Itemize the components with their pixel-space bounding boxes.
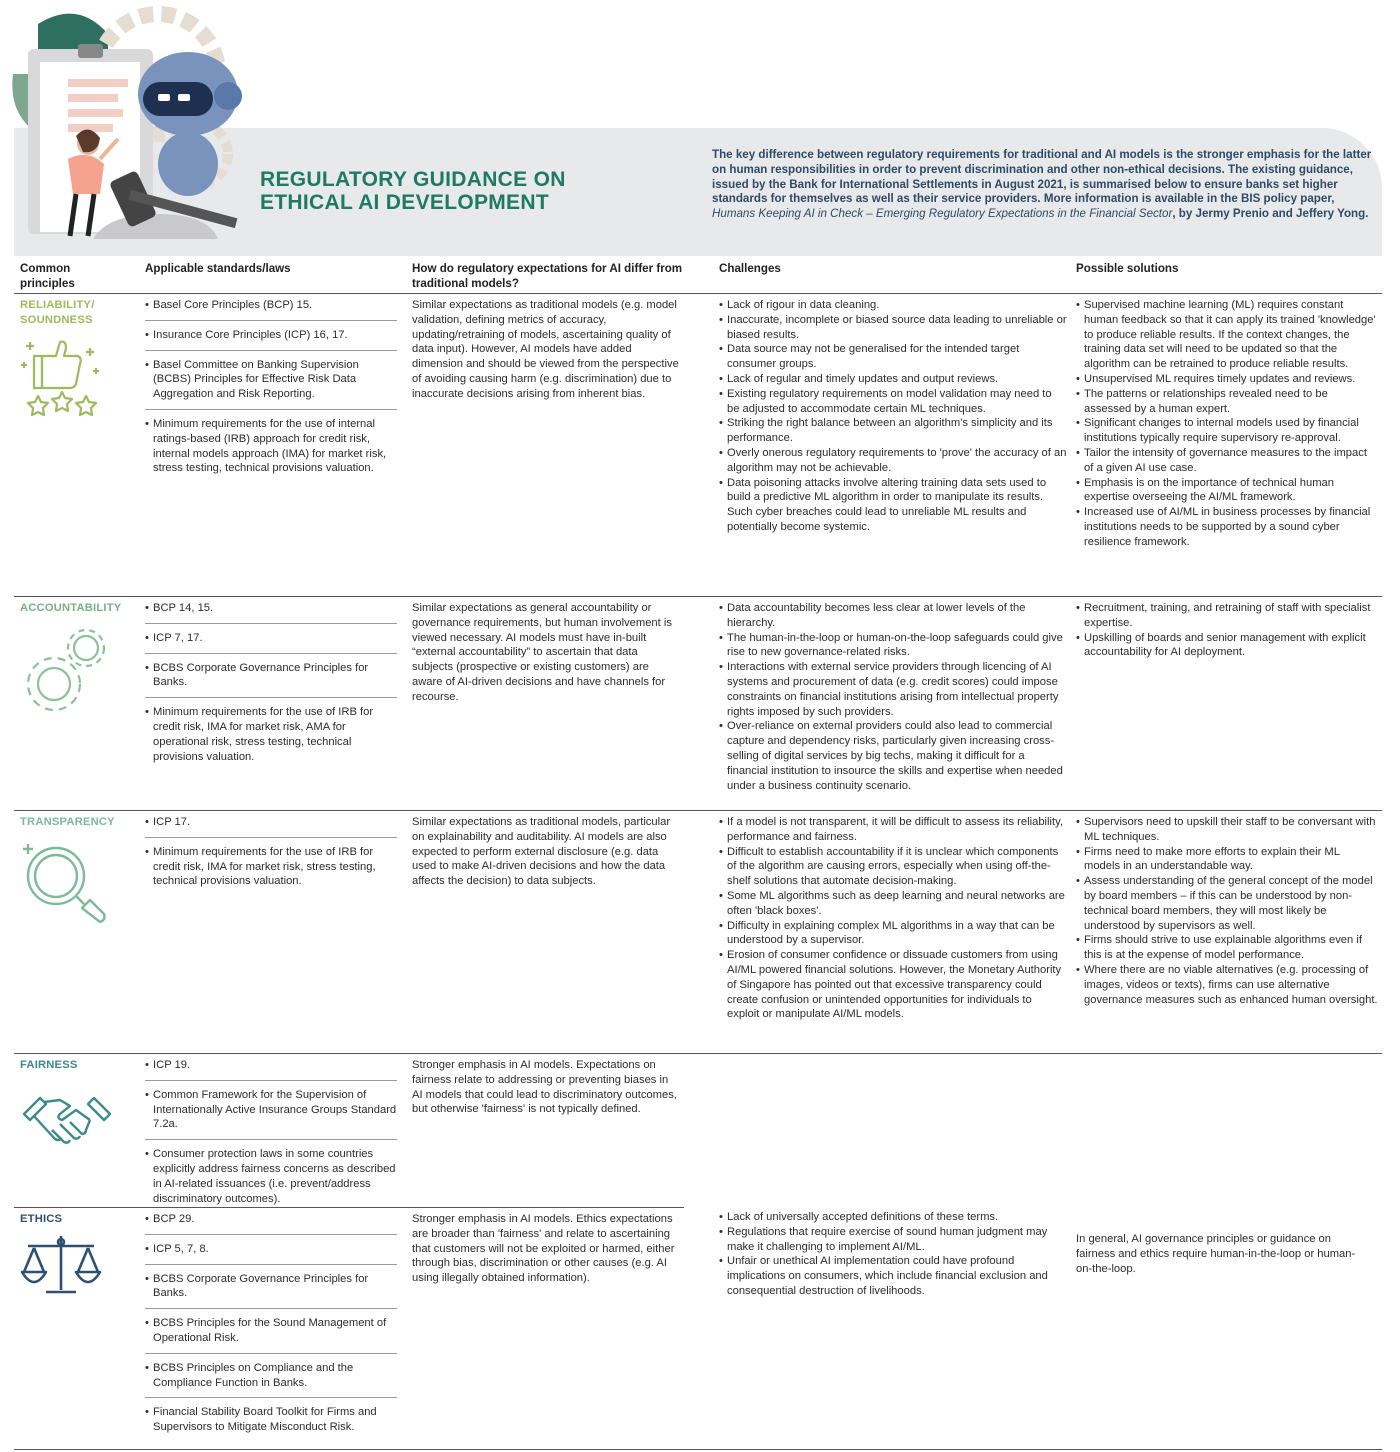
- principle-label-transparency: TRANSPARENCY: [20, 816, 115, 828]
- challenge-item: • Inaccurate, incomplete or biased source data leading to unreliable or biased results.: [719, 313, 1067, 343]
- intro-text: The key difference between regulatory requirements for traditional and AI models is the stronger emphasis for the latter on human responsibilities in order to prevent discrimination and other non-ethical decisions. The existing guidance, issued by the Bank for International Settlements in August 2021, is summarised below to ensure banks set higher standards for themselves as well as their service providers. More information is available in the BIS policy paper,: [712, 148, 1372, 206]
- solution-item: • Tailor the intensity of governance measures to the impact of a given AI use case.: [1076, 446, 1378, 476]
- challenge-item: • Data poisoning attacks involve altering training data sets used to build a predictive ML algorithm in order to manipulate its results. Such cyber breaches could lead to unreliable ML results and potentially become systemic.: [719, 476, 1067, 535]
- standard-item: • BCBS Corporate Governance Principles for Banks.: [145, 1272, 397, 1310]
- challenge-item: • Data source may not be generalised for the intended target consumer groups.: [719, 342, 1067, 372]
- solution-item: • Recruitment, training, and retraining of staff with specialist expertise.: [1076, 601, 1378, 631]
- challenge-item: • Difficulty in explaining complex ML algorithms in a way that can be understood by a supervisor.: [719, 919, 1067, 949]
- challenge-item: • Over-reliance on external providers could also lead to commercial capture and dependency risks, particularly given increasing cross-selling of digital services by big techs, making it difficult for a financial institution to insource the skills and expertise when needed under a business continuity scenario.: [719, 719, 1067, 793]
- challenge-item: • Lack of universally accepted definitions of these terms.: [719, 1210, 1067, 1225]
- challenges-transparency: [719, 815, 1067, 1022]
- principle-label-reliability: RELIABILITY/ SOUNDNESS: [20, 299, 95, 326]
- page-title: [260, 168, 640, 214]
- solutions-fairness-ethics: In general, AI governance principles or guidance on fairness and ethics require human-in-the-loop or human-on-the-loop.: [1076, 1233, 1356, 1275]
- robot-illustration-icon: [8, 4, 248, 244]
- magnifier-icon: [20, 840, 108, 928]
- title-line-2: ETHICAL AI DEVELOPMENT: [260, 191, 549, 214]
- standard-item: • Common Framework for the Supervision of Internationally Active Insurance Groups Standard 7.2a.: [145, 1088, 397, 1140]
- standard-item: • ICP 19.: [145, 1058, 397, 1081]
- challenge-item: • Erosion of consumer confidence or dissuade customers from using AI/ML powered financial solutions. However, the Monetary Authority of Singapore has pointed out that excessive transparency could create confusion or unintended opportunities for individuals to exploit or manipulate AI/ML models.: [719, 948, 1067, 1022]
- intro-paper-title: Humans Keeping AI in Check – Emerging Regulatory Expectations in the Financial Sector: [712, 207, 1173, 221]
- principle-label-ethics: ETHICS: [20, 1213, 63, 1225]
- standard-item: • Financial Stability Board Toolkit for Firms and Supervisors to Mitigate Misconduct Risk.: [145, 1405, 397, 1442]
- principle-label-fairness: FAIRNESS: [20, 1059, 78, 1071]
- solution-item: • Assess understanding of the general concept of the model by board members – if this can be understood by non-technical board members, they will most likely be understood by supervisors as well.: [1076, 874, 1378, 933]
- gears-icon: [20, 624, 112, 720]
- challenge-item: • Striking the right balance between an algorithm's simplicity and its performance.: [719, 416, 1067, 446]
- standard-item: • BCBS Corporate Governance Principles for Banks.: [145, 661, 397, 699]
- standard-item: • Basel Core Principles (BCP) 15.: [145, 298, 397, 321]
- challenge-item: • Lack of regular and timely updates and output reviews.: [719, 372, 1067, 387]
- solutions-accountability: [1076, 601, 1378, 660]
- standard-item: • Basel Committee on Banking Supervision (BCBS) Principles for Effective Risk Data Aggregation and Risk Reporting.: [145, 358, 397, 410]
- standards-list-ethics: [145, 1212, 397, 1449]
- standard-item: • Minimum requirements for the use of IRB for credit risk, IMA for market risk, AMA for operational risk, stress testing, technical provisions valuation.: [145, 705, 397, 771]
- standard-item: • BCBS Principles for the Sound Management of Operational Risk.: [145, 1316, 397, 1354]
- solution-item: • Emphasis is on the importance of technical human expertise overseeing the AI/ML framework.: [1076, 476, 1378, 506]
- standard-item: • Minimum requirements for the use of internal ratings-based (IRB) approach for credit risk, internal models approach (IMA) for market risk, stress testing, technical provisions valuation.: [145, 417, 397, 483]
- handshake-icon: [20, 1084, 114, 1156]
- challenge-item: • Some ML algorithms such as deep learning and neural networks are often 'black boxes'.: [719, 889, 1067, 919]
- challenges-reliability: [719, 298, 1067, 535]
- standards-list-fairness: [145, 1058, 397, 1220]
- header-rule: [14, 293, 1382, 294]
- standard-item: • Consumer protection laws in some countries explicitly address fairness concerns as described in AI-related issuances (i.e. prevent/address discriminatory outcomes).: [145, 1147, 397, 1213]
- thumbs-up-stars-icon: [20, 334, 104, 418]
- solution-item: • Firms need to make more efforts to explain their ML models in an understandable way.: [1076, 845, 1378, 875]
- challenge-item: • Unfair or unethical AI implementation could have profound implications on consumers, which include financial exclusion and consequential destruction of livelihoods.: [719, 1254, 1067, 1298]
- challenge-item: • Overly onerous regulatory requirements to 'prove' the accuracy of an algorithm may not be achievable.: [719, 446, 1067, 476]
- solution-item: • Unsupervised ML requires timely updates and reviews.: [1076, 372, 1378, 387]
- standard-item: • ICP 5, 7, 8.: [145, 1242, 397, 1265]
- col-header-expectations: How do regulatory expectations for AI differ from traditional models?: [412, 262, 683, 290]
- intro-paragraph: [712, 148, 1372, 222]
- standard-item: • BCP 29.: [145, 1212, 397, 1235]
- expectations-reliability: Similar expectations as traditional models (e.g. model validation, defining metrics of accuracy, updating/retraining of models, ascertaining quality of data input). However, AI models have added dimension and should be viewed from the perspective of avoiding causing harm (e.g. discrimination) due to inaccurate decisions arising from inherent bias.: [412, 299, 679, 400]
- expectations-accountability: Similar expectations as general accountability or governance requirements, but human involvement is viewed necessary. AI models must have in-built “external accountability” to ascertain that data subjects (prospective or existing customers) are aware of AI-driven decisions and have channels for recourse.: [412, 602, 672, 703]
- solution-item: • Upskilling of boards and senior management with explicit accountability for AI deployment.: [1076, 631, 1378, 661]
- solutions-reliability: [1076, 298, 1378, 550]
- col-header-challenges: Challenges: [719, 262, 781, 275]
- solution-item: • Supervisors need to upskill their staff to be conversant with ML techniques.: [1076, 815, 1378, 845]
- challenge-item: • Interactions with external service providers through licencing of AI systems and procurement of data (e.g. credit scores) could impose constraints on financial institutions arising from intellectual property rights imposed by such providers.: [719, 660, 1067, 719]
- challenge-item: • Existing regulatory requirements on model validation may need to be adjusted to accommodate certain ML techniques.: [719, 387, 1067, 417]
- solution-item: • The patterns or relationships revealed need to be assessed by a human expert.: [1076, 387, 1378, 417]
- solution-item: • Firms should strive to use explainable algorithms even if this is at the expense of model performance.: [1076, 933, 1378, 963]
- solution-item: • Supervised machine learning (ML) requires constant human feedback so that it can apply its trained 'knowledge' to produce reliable results. If the context changes, the training data set will need to be updated so that the algorithm can be retrained to produce reliable results.: [1076, 298, 1378, 372]
- scales-icon: [20, 1234, 102, 1298]
- standard-item: • ICP 7, 17.: [145, 631, 397, 654]
- solution-item: • Where there are no viable alternatives (e.g. processing of images, videos or texts), firms can use alternative governance measures such as enhanced human oversight.: [1076, 963, 1378, 1007]
- col-header-solutions: Possible solutions: [1076, 262, 1179, 275]
- standards-list-transparency: [145, 815, 397, 903]
- expectations-ethics: Stronger emphasis in AI models. Ethics expectations are broader than 'fairness' and relate to ascertaining that customers will not be exploited or harmed, either through bias, discrimination or other causes (e.g. AI using illegally obtained information).: [412, 1213, 675, 1285]
- standards-list-accountability: [145, 601, 397, 778]
- principle-label-accountability: ACCOUNTABILITY: [20, 602, 122, 614]
- col-header-standards: Applicable standards/laws: [145, 262, 291, 275]
- challenge-item: • Regulations that require exercise of sound human judgment may make it challenging to implement AI/ML.: [719, 1225, 1067, 1255]
- solutions-transparency: [1076, 815, 1378, 1007]
- challenge-item: • The human-in-the-loop or human-on-the-loop safeguards could give rise to new governance-related risks.: [719, 631, 1067, 661]
- table-bottom-rule: [14, 1449, 1382, 1450]
- row-divider: [14, 596, 1382, 597]
- standards-list-reliability: [145, 298, 397, 490]
- standard-item: • ICP 17.: [145, 815, 397, 838]
- solution-item: • Significant changes to internal models used by financial institutions typically require supervisory re-approval.: [1076, 416, 1378, 446]
- standard-item: • BCP 14, 15.: [145, 601, 397, 624]
- standard-item: • Insurance Core Principles (ICP) 16, 17.: [145, 328, 397, 351]
- title-line-1: REGULATORY GUIDANCE ON: [260, 168, 566, 191]
- standard-item: • Minimum requirements for the use of IRB for credit risk, IMA for market risk, stress testing, technical provisions valuation.: [145, 845, 397, 896]
- intro-suffix: , by Jermy Prenio and Jeffery Yong.: [1172, 207, 1369, 221]
- col-header-principles: Common principles: [20, 262, 75, 290]
- expectations-fairness: Stronger emphasis in AI models. Expectations on fairness relate to addressing or preventing biases in AI models that could lead to discriminatory outcomes, but otherwise 'fairness' is not typically defined.: [412, 1059, 677, 1116]
- challenge-item: • Data accountability becomes less clear at lower levels of the hierarchy.: [719, 601, 1067, 631]
- standard-item: • BCBS Principles on Compliance and the Compliance Function in Banks.: [145, 1361, 397, 1399]
- challenge-item: • Lack of rigour in data cleaning.: [719, 298, 1067, 313]
- expectations-transparency: Similar expectations as traditional models, particular on explainability and auditability. AI models are also expected to perform external disclosure (e.g. data used to make AI-driven decisions and how the data affects the decision) to data subjects.: [412, 816, 671, 888]
- solution-item: • Increased use of AI/ML in business processes by financial institutions needs to be supported by a sound cyber resilience framework.: [1076, 505, 1378, 549]
- challenge-item: • If a model is not transparent, it will be difficult to assess its reliability, performance and fairness.: [719, 815, 1067, 845]
- row-divider: [14, 1053, 1382, 1054]
- challenges-fairness-ethics: [719, 1210, 1067, 1299]
- challenge-item: • Difficult to establish accountability if it is unclear which components of the algorithm are causing errors, especially when using off-the-shelf solutions that automate decision-making.: [719, 845, 1067, 889]
- row-divider: [14, 810, 1382, 811]
- challenges-accountability: [719, 601, 1067, 793]
